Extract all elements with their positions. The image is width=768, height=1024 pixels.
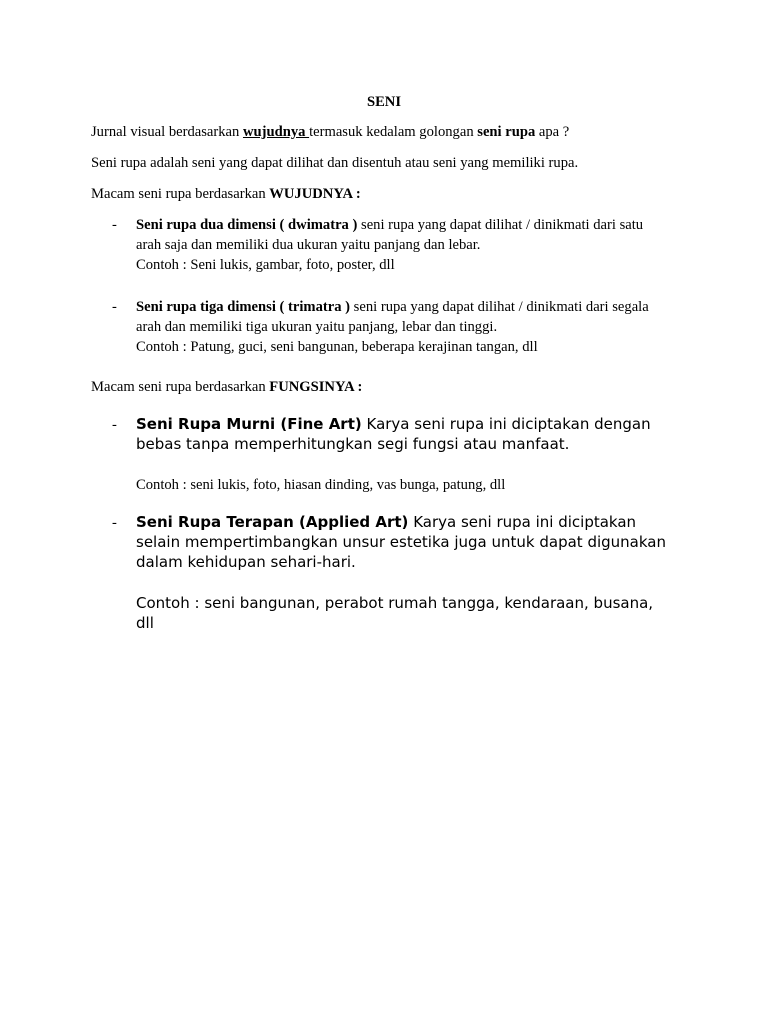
list-item-line xyxy=(136,297,681,317)
list-item-line: bebas tanpa memperhitungkan segi fungsi atau manfaat. xyxy=(136,435,570,453)
list-item-name: Seni rupa tiga dimensi ( trimatra ) xyxy=(136,299,351,315)
intro-question-bold: seni rupa xyxy=(477,124,536,140)
list-item-example-line: dll xyxy=(136,614,154,632)
list-item-line: selain mempertimbangkan unsur estetika juga untuk dapat digunakan xyxy=(136,533,666,551)
list-item-trimatra xyxy=(136,297,681,357)
list-item-example: Contoh : Seni lukis, gambar, foto, poster, dll xyxy=(136,257,395,273)
list-item-dwimatra xyxy=(136,215,681,275)
intro-question-underlined: wujudnya xyxy=(242,124,310,140)
list-item-example: Contoh : seni lukis, foto, hiasan dinding, vas bunga, patung, dll xyxy=(136,477,506,493)
intro-question-text: Jurnal visual berdasarkan xyxy=(91,124,243,140)
list-item-name: Seni rupa dua dimensi ( dwimatra ) xyxy=(136,217,358,233)
list-item-example: Contoh : Patung, guci, seni bangunan, beberapa kerajinan tangan, dll xyxy=(136,339,538,355)
list-item-name: Seni Rupa Terapan (Applied Art) xyxy=(136,513,409,531)
list-item-text: Karya seni rupa ini diciptakan dengan xyxy=(361,415,651,433)
fungsi-heading-text: Macam seni rupa berdasarkan xyxy=(91,379,270,395)
wujud-heading xyxy=(91,184,691,204)
list-item-line: arah saja dan memiliki dua ukuran yaitu panjang dan lebar. xyxy=(136,237,481,253)
fungsi-heading-bold: FUNGSINYA : xyxy=(269,379,363,395)
list-bullet: - xyxy=(112,417,117,433)
intro-question-text-end: apa ? xyxy=(535,124,570,140)
wujud-heading-bold: WUJUDNYA : xyxy=(269,186,361,202)
definition-paragraph: Seni rupa adalah seni yang dapat dilihat dan disentuh atau seni yang memiliki rupa. xyxy=(91,155,579,171)
list-bullet: - xyxy=(112,515,117,531)
list-item-applied-art xyxy=(136,512,681,572)
wujud-heading-text: Macam seni rupa berdasarkan xyxy=(91,186,270,202)
list-item-text: seni rupa yang dapat dilihat / dinikmati dari segala xyxy=(350,299,649,315)
list-item-line: arah dan memiliki tiga ukuran yaitu panjang, lebar dan tinggi. xyxy=(136,319,498,335)
list-item-fine-art xyxy=(136,414,681,454)
intro-question-text-mid: termasuk kedalam golongan xyxy=(309,124,478,140)
list-item-line xyxy=(136,414,681,434)
list-item-line xyxy=(136,215,681,235)
list-item-example xyxy=(136,593,696,633)
intro-question xyxy=(91,122,691,142)
list-item-example-line: Contoh : seni bangunan, perabot rumah tangga, kendaraan, busana, xyxy=(136,594,654,612)
list-item-text: Karya seni rupa ini diciptakan xyxy=(408,513,637,531)
page-title: SENI xyxy=(366,94,402,110)
list-item-name: Seni Rupa Murni (Fine Art) xyxy=(136,415,362,433)
list-bullet: - xyxy=(112,299,117,315)
list-item-text: seni rupa yang dapat dilihat / dinikmati dari satu xyxy=(357,217,644,233)
list-item-line xyxy=(136,512,681,532)
list-bullet: - xyxy=(112,217,117,233)
fungsi-heading xyxy=(91,377,691,397)
list-item-line: dalam kehidupan sehari-hari. xyxy=(136,553,356,571)
